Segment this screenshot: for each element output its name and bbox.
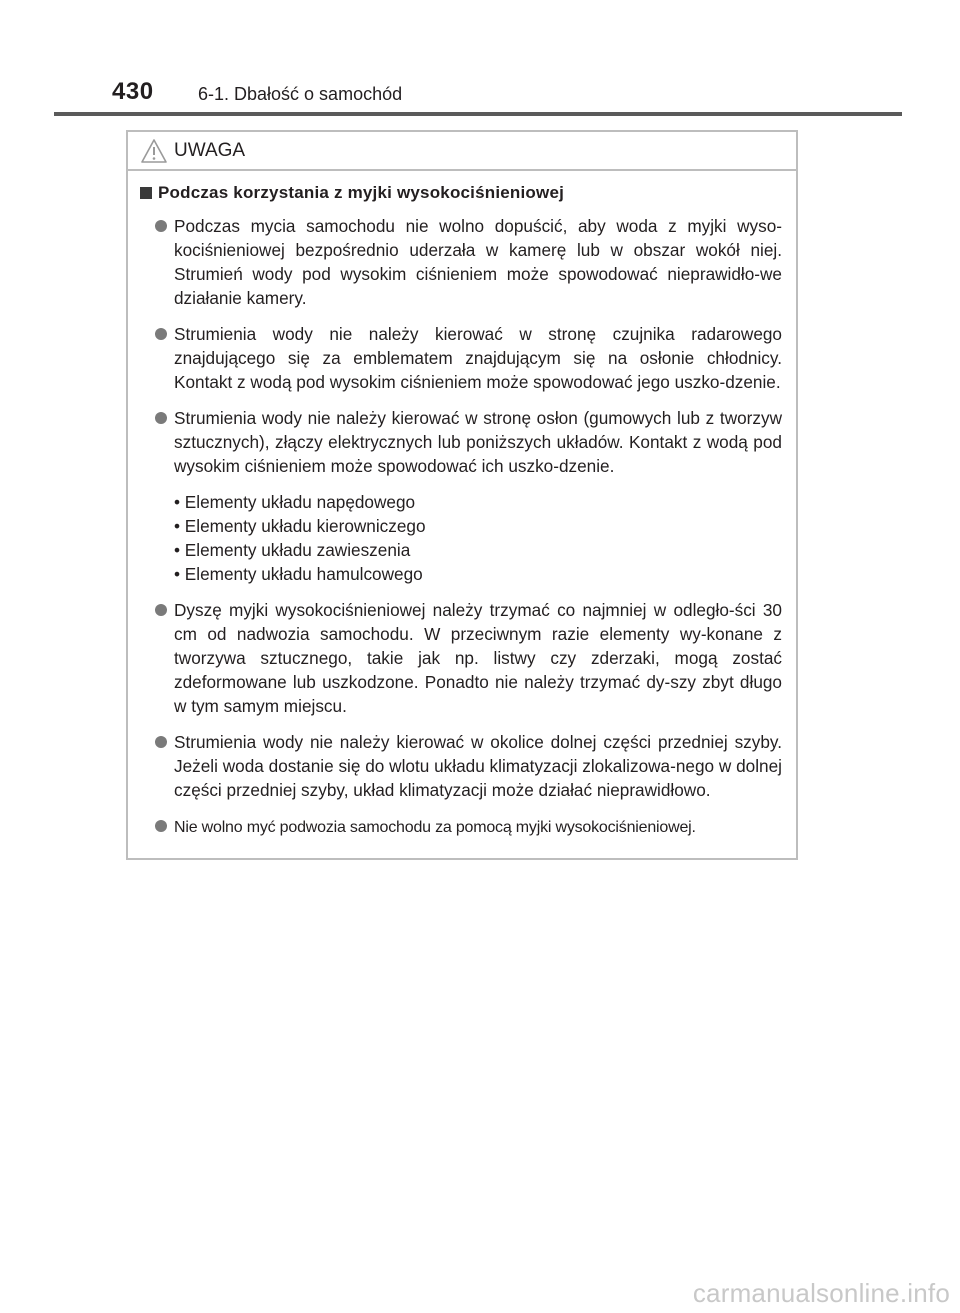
- square-bullet-icon: [140, 187, 152, 199]
- warning-item-text: Strumienia wody nie należy kierować w okolice dolnej części przedniej szyby. Jeżeli woda dostanie się do wlotu układu klimatyzacji zlokalizowa-nego w dolnej części przedniej szyby, układ klimatyzacji może działać nieprawidłowo.: [174, 732, 782, 800]
- warning-item-text: Dyszę myjki wysokociśnieniowej należy trzymać co najmniej w odległo-ści 30 cm od nadwozia samochodu. W przeciwnym razie elementy wy-konane z tworzywa sztucznego, takie jak np. listwy czy zderzaki, mogą zostać zdeformowane lub uszkodzone. Ponadto nie należy trzymać dy-szy zbyt długo w tym samym miejscu.: [174, 600, 782, 716]
- round-bullet-icon: [155, 328, 167, 340]
- section-title: 6-1. Dbałość o samochód: [198, 84, 403, 104]
- warning-subheading-text: Podczas korzystania z myjki wysokociśnieniowej: [158, 183, 565, 202]
- warning-label: UWAGA: [174, 140, 246, 161]
- watermark: carmanualsonline.info: [692, 1278, 950, 1308]
- systems-list: [140, 490, 782, 586]
- warning-item: [140, 406, 782, 478]
- header-divider: [54, 112, 902, 116]
- warning-item: [140, 598, 782, 718]
- warning-item-text: Strumienia wody nie należy kierować w stronę osłon (gumowych lub z tworzyw sztucznych), złączy elektrycznych lub poniższych układów. Kontakt z wodą pod wysokim ciśnieniem może spowodować ich uszko-dzenie.: [174, 408, 782, 476]
- warning-item-text: Podczas mycia samochodu nie wolno dopuścić, aby woda z myjki wyso-kociśnieniowej bezpośrednio uderzała w kamerę lub w obszar wokół niej. Strumień wody pod wysokim ciśnieniem może spowodować nieprawidło-we działanie kamery.: [174, 216, 782, 308]
- systems-list-item: • Elementy układu hamulcowego: [174, 564, 423, 584]
- systems-list-item: • Elementy układu zawieszenia: [174, 540, 411, 560]
- page-number: 430: [112, 78, 154, 105]
- systems-list-item: • Elementy układu napędowego: [174, 492, 416, 512]
- warning-triangle-icon: [140, 138, 168, 164]
- warning-body: [128, 171, 796, 840]
- warning-item: [140, 214, 782, 310]
- warning-item: [140, 322, 782, 394]
- warning-header: [128, 132, 796, 171]
- round-bullet-icon: [155, 220, 167, 232]
- round-bullet-icon: [155, 604, 167, 616]
- round-bullet-icon: [155, 820, 167, 832]
- round-bullet-icon: [155, 736, 167, 748]
- page-header: [0, 0, 960, 120]
- warning-item: [140, 730, 782, 802]
- round-bullet-icon: [155, 412, 167, 424]
- warning-subheading: [140, 183, 782, 203]
- systems-list-item: • Elementy układu kierowniczego: [174, 516, 426, 536]
- warning-item-text: Nie wolno myć podwozia samochodu za pomocą myjki wysokociśnieniowej.: [174, 819, 696, 836]
- warning-item-text: Strumienia wody nie należy kierować w stronę czujnika radarowego znajdującego się za emblematem znajdującym się na osłonie chłodnicy. Kontakt z wodą pod wysokim ciśnieniem może spowodować jego uszko-dzenie.: [174, 324, 782, 392]
- warning-item: [140, 814, 782, 840]
- warning-box: [126, 130, 798, 860]
